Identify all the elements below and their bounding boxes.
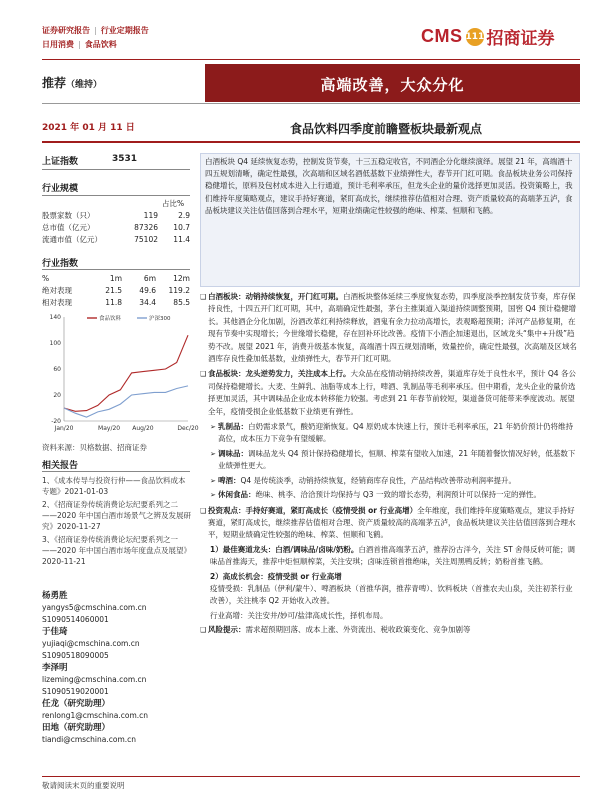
arrow-bullet-icon: ➢	[210, 449, 216, 458]
perf-value: 85.5	[173, 297, 190, 307]
scale-table	[42, 209, 190, 245]
perf-label: 绝对表现	[42, 285, 72, 295]
author-block	[42, 626, 192, 662]
sub-heading: 啤酒：	[218, 475, 241, 485]
related-item[interactable]: 2、《招商证券传统消费论坛纪要系列之二——2020 年中国白酒市场景气之辨及发展研究》2020-11-27	[42, 500, 191, 531]
tag-periodic-report: 行业定期报告	[100, 26, 149, 35]
sub-heading: 调味品：	[218, 448, 248, 458]
author-name: 于佳琦	[42, 627, 68, 637]
related-title: 相关报告	[42, 461, 79, 471]
paragraph-text: 疫情受损：乳制品（伊利/蒙牛）、啤酒板块（首推华润，推荐青啤）、饮料板块（首推农夫山泉，关注初茶行业改善），关注桃李 Q2 开始收入改善。	[210, 583, 573, 606]
author-name: 李泽明	[42, 663, 68, 673]
paragraph-text: 需求超预期回落、成本上涨、外资流出、税收政策变化、竞争加剧等	[245, 625, 471, 635]
perf-value: 49.6	[139, 285, 156, 295]
scale-value: 75102	[134, 234, 158, 244]
paragraph-heading: 2）高成长机会：疫情受损 or 行业高增	[210, 571, 342, 581]
legend-label: 沪深300	[149, 316, 171, 322]
author-name: 杨勇胜	[42, 591, 68, 601]
body-paragraph-leaders	[200, 544, 580, 569]
sub-heading: 乳制品：	[218, 422, 248, 432]
sub-text: 调味品龙头 Q4 预计保持稳健增长，恒顺、榨菜有望收入加速，21 年随着餐饮情况好转，低基数下业绩弹性更大。	[218, 448, 576, 471]
square-bullet-icon: ❑	[200, 506, 207, 515]
x-tick-label: May/20	[98, 425, 121, 432]
perf-header: 1m	[109, 273, 122, 283]
sub-text: 白奶需求景气，酸奶迎渐恢复。Q4 原奶成本快速上行，预计毛利率承压，21 年奶价预计仍将维持高位，成本压力下竞争有望缓解。	[218, 422, 573, 444]
sub-text: Q4 是传统淡季，动销持续恢复，经销商库存良性，产品结构改善带动利润率提升。	[240, 475, 517, 485]
scale-pct: 10.7	[173, 222, 190, 232]
food-subsections	[200, 421, 580, 501]
author-cert: S1090514060001	[42, 615, 109, 624]
related-item[interactable]: 1、《成本传导与投资行仲——食品饮料成本专题》2021-01-03	[42, 476, 186, 496]
perf-value: 119.2	[168, 285, 190, 295]
perf-label: 相对表现	[42, 297, 72, 307]
x-tick-label: Aug/20	[132, 425, 154, 432]
body-paragraph-liquor	[200, 291, 580, 365]
legend-label: 食品饮料	[99, 316, 122, 322]
sub-heading: 休闲食品：	[218, 490, 256, 500]
y-tick-label: 20	[53, 392, 61, 399]
body-paragraph-view	[200, 505, 580, 542]
tag-daily-consumption: 日用消费	[42, 40, 74, 49]
title-divider	[42, 141, 580, 143]
paragraph-text: 白酒首推高端茅五泸，推荐汾古洋今，关注 ST 舍得反转可能；调味品首推海天，推荐中炬恒顺榨菜，关注安琪；卤味连锁首推绝味，关注周黑鸭反转；奶粉首推飞鹤。	[210, 544, 576, 567]
perf-value: 11.8	[105, 297, 122, 307]
report-date: 2021 年 01 月 11 日	[42, 123, 135, 133]
square-bullet-icon: ❑	[200, 293, 207, 301]
perf-value: 21.5	[105, 285, 122, 295]
paragraph-text: 行业高增：关注安井/妙可/盐津高成长性，择机布局。	[210, 610, 388, 620]
footer-divider	[42, 776, 580, 777]
paragraph-text: 全年维度，我们维持年度策略观点，建议手持好赛道，紧盯高成长，继续推荐估值相对合理、资产质量较高的高端茅五泸，食品板块建议关注估值回落到合理水平，短期业绩确定性较强的绝味、榨菜、恒顺和飞鹤。	[208, 505, 576, 540]
banner-divider	[42, 103, 580, 104]
sub-item-condiment	[210, 448, 580, 473]
scale-pct: 2.9	[178, 210, 190, 220]
industry-tags: 日用消费 | 食品饮料	[42, 40, 117, 49]
table-row	[42, 233, 190, 245]
x-tick-label: Jan/20	[54, 425, 74, 432]
index-value: 3531	[112, 154, 138, 164]
header-divider	[42, 59, 580, 60]
sub-item-snack	[210, 489, 580, 501]
arrow-bullet-icon: ➢	[210, 423, 216, 432]
author-cert: S1090518090005	[42, 651, 109, 660]
report-title: 食品饮料四季度前瞻暨板块最新观点	[290, 122, 483, 136]
y-tick-label: 100	[49, 340, 61, 347]
paragraph-heading: 白酒板块：动销持续恢复，开门红可期。	[208, 292, 343, 301]
index-row	[42, 154, 182, 167]
perf-header: 12m	[173, 273, 190, 283]
perf-header: %	[42, 273, 50, 283]
sub-text: 绝味、桃李、洽洽预计均保持与 Q3 一致的增长态势，利润预计可以保持一定的弹性。	[255, 490, 541, 500]
y-tick-label: 60	[53, 366, 61, 373]
body-content	[200, 291, 580, 637]
perf-table	[42, 272, 190, 308]
author-cert: S1090519020001	[42, 687, 109, 696]
author-block	[42, 698, 192, 722]
author-email[interactable]: lizeming@cmschina.com.cn	[42, 675, 147, 684]
author-name: 田地（研究助理）	[42, 723, 111, 733]
paragraph-text: 大众品在疫情动销持续改善，渠道库存处于良性水平，预计 Q4 各公司保持稳健增长。大麦、生鲜乳、油脂等成本上行，啤酒、乳制品等毛利率承压。但中期看，龙头企业的量价选择更加灵活，其中调味品企业成本转移能力较强。考虑到 21 年春节前较短，渠道备货可能带来季度波动。展望全年，疫情受损企业低基数下业绩更有弹性。	[208, 369, 576, 416]
square-bullet-icon: ❑	[200, 370, 207, 379]
body-paragraph-growth-head	[200, 571, 580, 583]
chart-source: 资料来源：贝格数据、招商证券	[42, 443, 147, 452]
scale-value: 87326	[134, 222, 158, 232]
index-label: 上证指数	[42, 157, 79, 167]
perf-header: 6m	[143, 273, 156, 283]
table-row	[42, 284, 190, 296]
author-email[interactable]: yujiaqi@cmschina.com.cn	[42, 639, 140, 648]
paragraph-heading: 食品板块：龙头逆势发力，关注成本上行。	[208, 369, 351, 379]
scale-label: 股票家数（只）	[42, 210, 95, 220]
author-block	[42, 662, 192, 698]
perf-rule	[42, 269, 190, 270]
index-performance-chart	[42, 309, 199, 439]
logo-cms-text: CMS	[421, 26, 463, 46]
author-list	[42, 590, 192, 746]
scale-title: 行业规模	[42, 184, 79, 194]
summary-box: 白酒板块 Q4 延续恢复态势，控制发货节奏，十三五稳定收官，不同酒企分化继续演绎。展望 21 年，高端酒十四五规划清晰，确定性最强，次高端和区域名酒低基数下业绩弹性大，春节开门红可期。食品板块业务公司保持稳健增长，原料及包材成本进入上行通道，预计毛利率承压，但龙头企业的量价选择更加灵活。投资策略上，我们维持年度策略观点，建议手持好赛道，紧盯高成长，继续推荐估值相对合理、资产质量较高的高端茅五泸，食品板块建议关注估值回落到合理水平，短期业绩确定性较强的绝味、榨菜、恒顺和飞鹤。	[200, 153, 580, 287]
paragraph-heading: 风险提示：	[208, 625, 246, 635]
related-list	[42, 475, 192, 567]
body-paragraph-growth	[200, 583, 580, 608]
sub-item-beer	[210, 475, 580, 487]
scale-label: 流通市值（亿元）	[42, 234, 102, 244]
perf-value: 34.4	[139, 297, 156, 307]
table-row	[42, 209, 190, 221]
table-row	[42, 221, 190, 233]
index-rule	[42, 169, 190, 170]
author-email[interactable]: tiandi@cmschina.com.cn	[42, 735, 137, 744]
paragraph-text: 白酒板块整体延续三季度恢复态势，四季度淡季控制发货节奏，库存保持良性，十四五开门红可期，其中，高端确定性最强，茅台主推渠道入渠道持续调整预期，国窖 Q4 预计稳健增长。其他酒企分化加剧，汾酒改革红利持续释放，酒鬼有余力拉动高增长，表观略超预期；洋河产品修复期，在现有节奏中实现增长；今世缘增长稳健，存在回补环比改善。疫情下小酒企加速退出，区域龙头“集中+升级”趋势不改。展望 2021 年，消费升级基本恢复，高端酒十四五规划清晰，效量控价，确定性最强，次高端及区域名酒库存良性叠加低基数，业绩弹性大，春节开门红可期。	[208, 292, 577, 364]
logo-badge-icon: 111	[466, 28, 484, 46]
arrow-bullet-icon: ➢	[210, 491, 216, 500]
slogan-banner	[205, 64, 580, 102]
perf-title: 行业指数	[42, 259, 79, 269]
author-block	[42, 722, 192, 746]
paragraph-heading: 1）最佳赛道龙头：白酒/调味品/卤味/奶粉。	[210, 544, 359, 554]
tag-research-report: 证券研究报告	[42, 26, 90, 35]
y-tick-label: -20	[51, 418, 61, 425]
author-email[interactable]: yangys5@cmschina.com.cn	[42, 603, 147, 612]
scale-pct: 11.4	[173, 234, 190, 244]
footer-note: 敬请阅读末页的重要说明	[42, 781, 125, 790]
scale-label: 总市值（亿元）	[42, 222, 95, 232]
x-tick-label: Dec/20	[177, 425, 199, 432]
arrow-bullet-icon: ➢	[210, 476, 216, 485]
author-email[interactable]: renlong1@cmschina.com.cn	[42, 711, 149, 720]
logo-company-name: 招商证券	[486, 29, 555, 49]
square-bullet-icon: ❑	[200, 626, 207, 635]
scale-value: 119	[143, 210, 158, 220]
series-line-2	[64, 386, 188, 417]
scale-rule	[42, 195, 190, 196]
table-row	[42, 296, 190, 308]
related-rule	[42, 471, 190, 472]
sub-item-dairy	[210, 421, 580, 446]
body-paragraph-food	[200, 368, 580, 418]
rating	[42, 74, 102, 91]
y-tick-label: 140	[49, 314, 61, 321]
related-item[interactable]: 3、《招商证券传统消费论坛纪要系列之一——2020 年中国白酒市场年度盘点及展望》2020-11-21	[42, 535, 191, 566]
rating-note: （维持）	[66, 80, 103, 90]
tag-food-beverage: 食品饮料	[84, 40, 117, 49]
body-paragraph-risk	[200, 624, 580, 636]
slogan: 高端改善，大众分化	[320, 76, 465, 94]
report-type-tags: 证券研究报告 | 行业定期报告	[42, 26, 149, 35]
rating-label: 推荐	[42, 76, 67, 90]
author-name: 任龙（研究助理）	[42, 699, 111, 709]
scale-pct-header: 占比%	[162, 199, 185, 208]
paragraph-heading: 投资观点：手持好赛道，紧盯高成长（疫情受损 or 行业高增）	[208, 505, 418, 515]
company-logo	[421, 24, 555, 49]
author-block	[42, 590, 192, 626]
body-paragraph-highgrowth	[200, 610, 580, 622]
table-row	[42, 272, 190, 284]
